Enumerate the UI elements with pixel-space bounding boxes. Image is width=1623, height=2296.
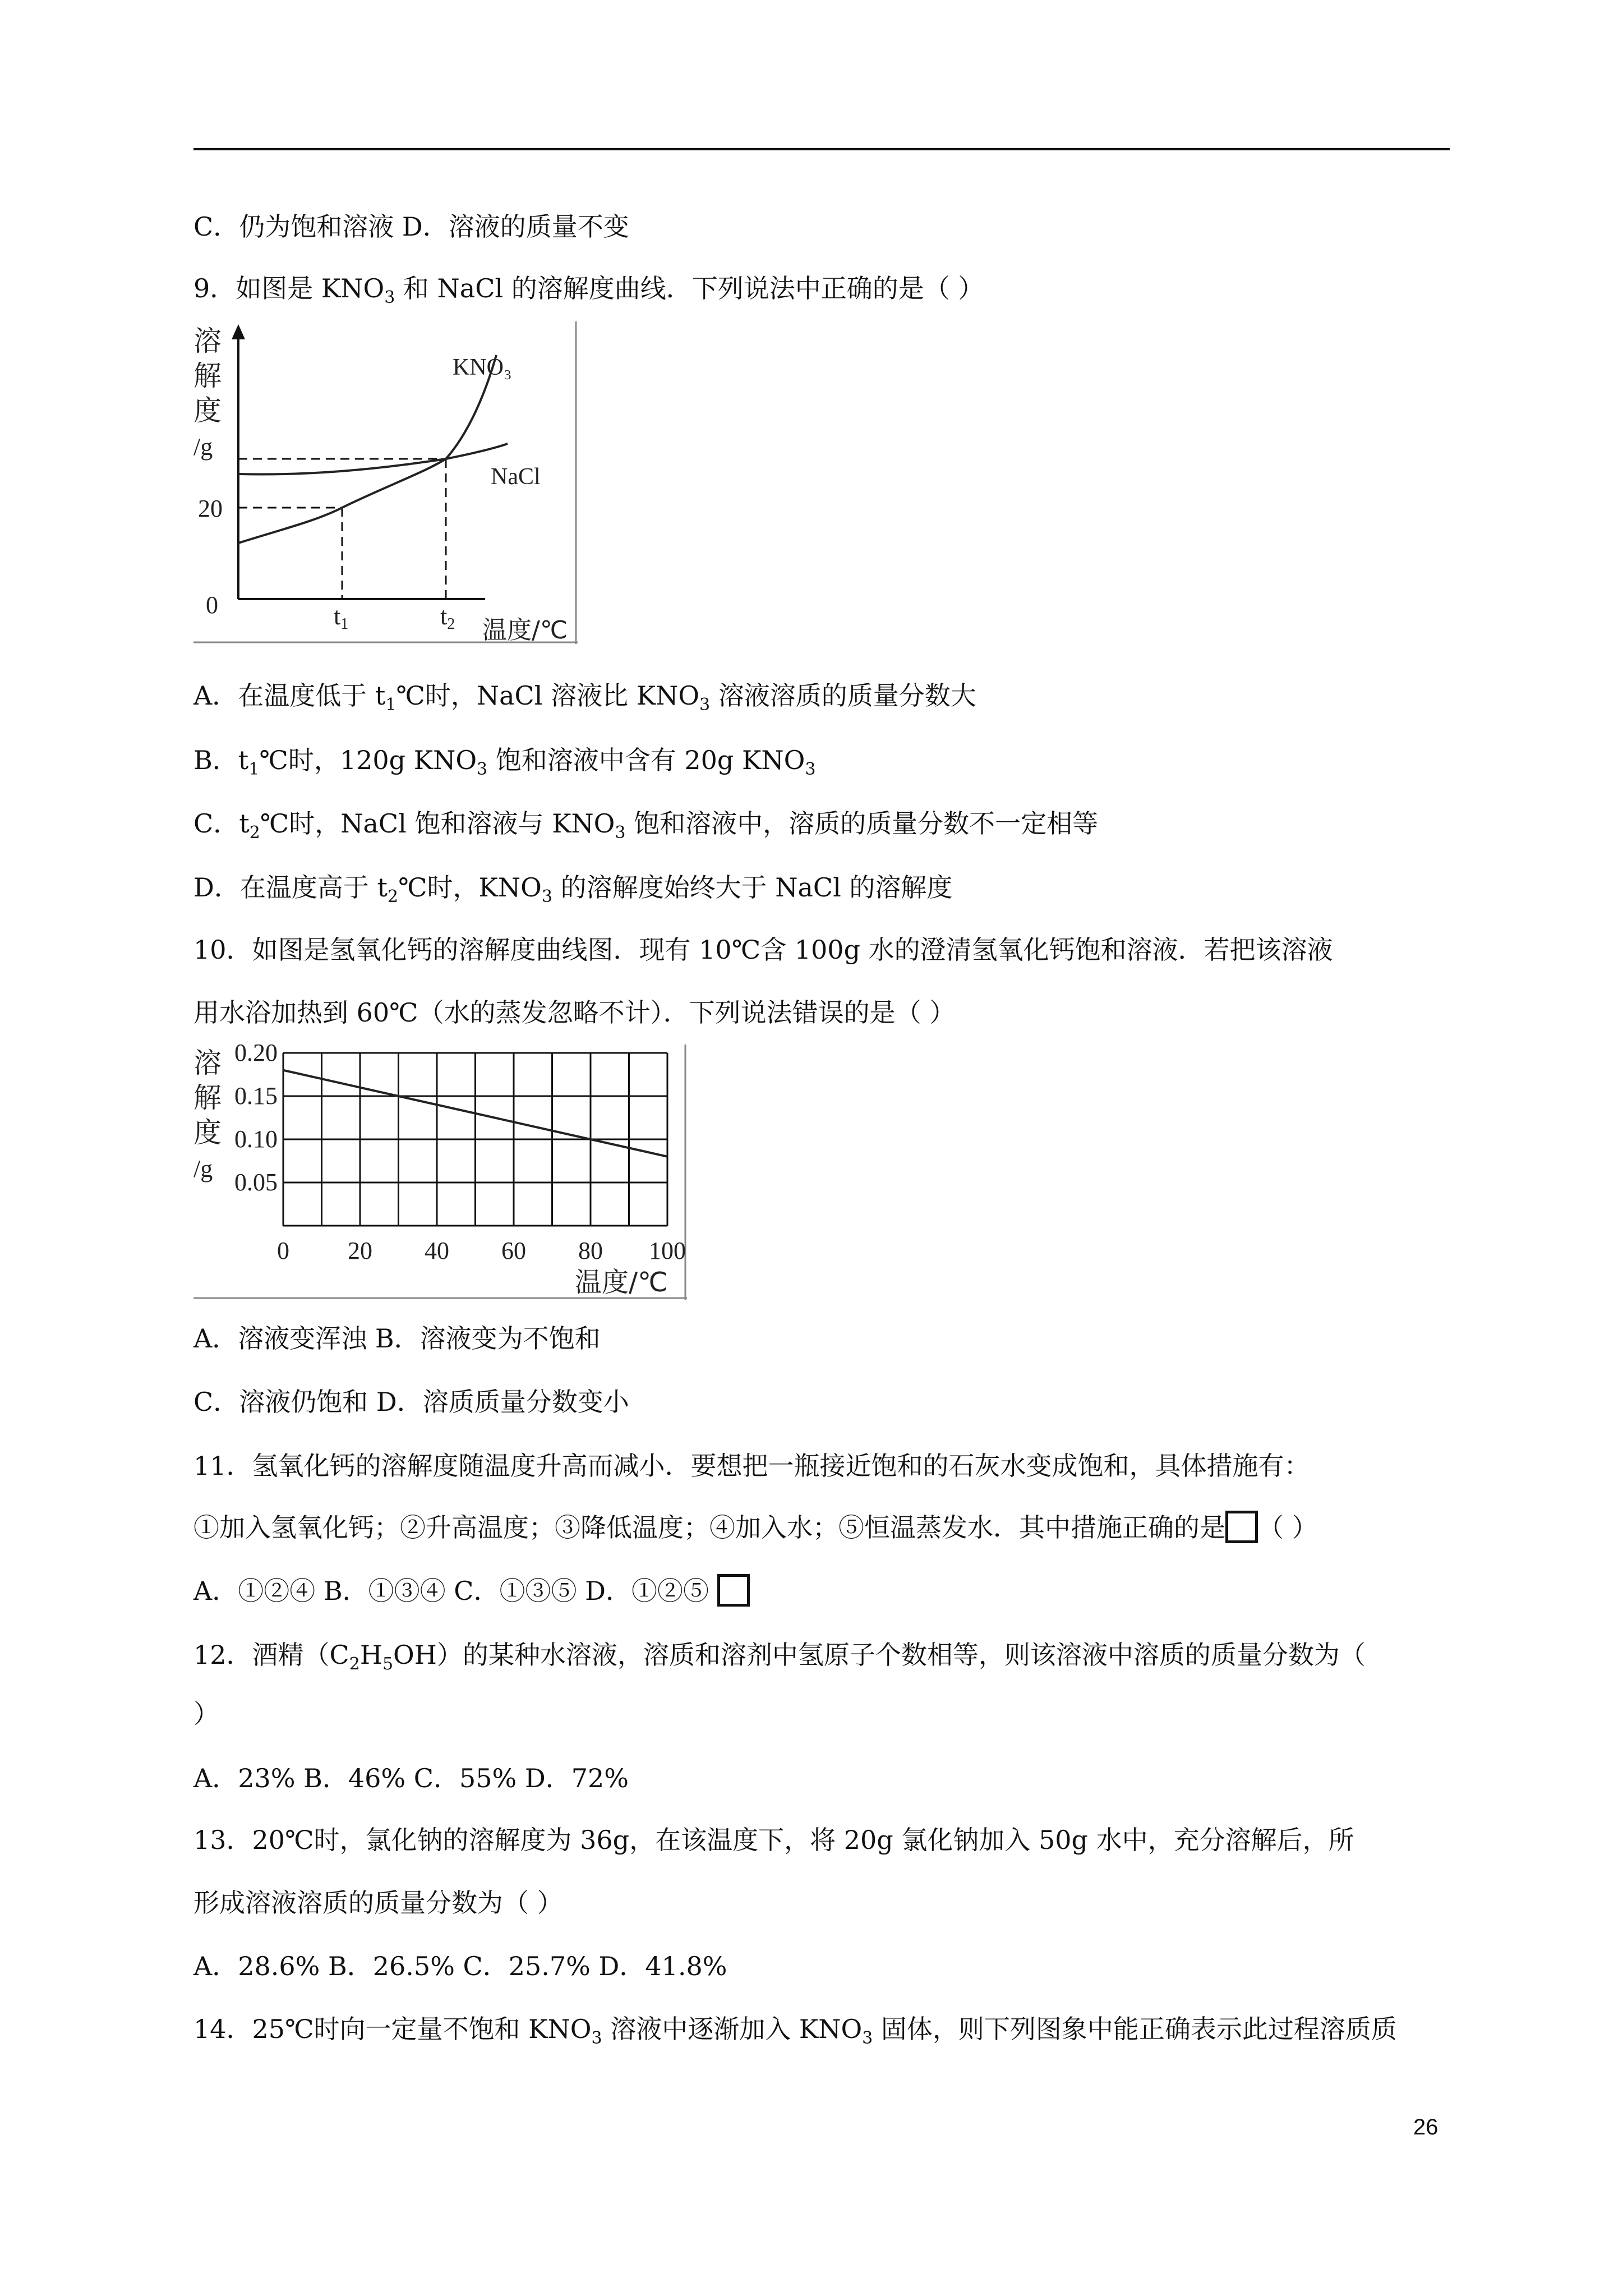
q9-solubility-figure bbox=[193, 321, 578, 644]
q9-stem: 9．如图是 $KNO_3$ 和 NaCl 的溶解度曲线．下列说法中正确的是（ ） bbox=[193, 273, 984, 307]
y-label-4: /g bbox=[193, 433, 213, 461]
answer-box bbox=[1225, 1511, 1258, 1543]
q10-stem-line2: 用水浴加热到 60℃（水的蒸发忽略不计）．下列说法错误的是（ ） bbox=[193, 997, 956, 1028]
kno3-curve bbox=[238, 355, 496, 543]
x-tick-label: 60 bbox=[501, 1237, 526, 1264]
q10-stem-line1: 10．如图是氢氧化钙的溶解度曲线图．现有 10℃含 100g 水的澄清氢氧化钙饱和溶液．若把该溶液 bbox=[193, 935, 1333, 965]
x-tick-label: 80 bbox=[578, 1237, 603, 1264]
q12-options: A．23% B．46% C．55% D．72% bbox=[193, 1763, 629, 1793]
q8-options-cd: C．仍为饱和溶液 D．溶液的质量不变 bbox=[193, 211, 629, 242]
y-label-1: 溶 bbox=[193, 325, 222, 357]
answer-box bbox=[717, 1574, 750, 1607]
page-number: 26 bbox=[1413, 2115, 1438, 2139]
y-tick-label: 0.20 bbox=[234, 1045, 278, 1066]
x-axis-label: 温度/℃ bbox=[575, 1267, 668, 1298]
q9-option-a: A．在温度低于 $t_1℃$时，NaCl 溶液比 $KNO_3$ 溶液溶质的质量分数大 bbox=[193, 680, 976, 715]
y-label-2: 解 bbox=[193, 360, 222, 392]
y-tick-label: 0.15 bbox=[234, 1082, 278, 1110]
y-label-3: 度 bbox=[193, 394, 222, 427]
q11-options: A．①②④ B．①③④ C．①③⑤ D．①②⑤ bbox=[193, 1574, 750, 1608]
q12-stem-line1: 12．酒精$(C_2H_5OH)$的某种水溶液，溶质和溶剂中氢原子个数相等，则该溶液中溶质的质量分数为（ bbox=[193, 1640, 1366, 1674]
t1-label: t1 bbox=[334, 602, 349, 633]
q9-option-c: C．$t_2℃$时，NaCl 饱和溶液与 $KNO_3$ 饱和溶液中，溶质的质量分数不一定相等 bbox=[193, 808, 1099, 843]
y-axis-arrow bbox=[232, 324, 245, 339]
origin-label: 0 bbox=[206, 591, 218, 619]
x-tick-label: 0 bbox=[277, 1237, 289, 1264]
x-tick-label: 100 bbox=[649, 1237, 686, 1264]
kno3-label: KNO₃ bbox=[453, 355, 512, 380]
q10-options-cd: C．溶液仍饱和 D．溶质质量分数变小 bbox=[193, 1387, 629, 1417]
q10-options-ab: A．溶液变浑浊 B．溶液变为不饱和 bbox=[193, 1323, 601, 1354]
q10-solubility-chart bbox=[193, 1045, 687, 1300]
header-rule bbox=[193, 148, 1450, 150]
q12-stem-line2: ） bbox=[193, 1699, 219, 1729]
q11-stem-line2: ①加入氢氧化钙；②升高温度；③降低温度；④加入水；⑤恒温蒸发水．其中措施正确的是 （ ） bbox=[193, 1511, 1318, 1544]
y-label-2: 解 bbox=[193, 1082, 222, 1114]
x-tick-label: 40 bbox=[425, 1237, 449, 1264]
x-tick-label: 20 bbox=[348, 1237, 372, 1264]
q14-stem-line1: 14．25℃时向一定量不饱和 $KNO_3$ 溶液中逐渐加入 $KNO_3$ 固体，则下列图象中能正确表示此过程溶质质 bbox=[193, 2014, 1397, 2048]
y-label-1: 溶 bbox=[193, 1047, 222, 1079]
y-label-4: /g bbox=[193, 1155, 213, 1182]
q11-stem-line1: 11．氢氧化钙的溶解度随温度升高而减小．要想把一瓶接近饱和的石灰水变成饱和，具体措施有： bbox=[193, 1451, 1310, 1481]
q9-option-d: D．在温度高于 $t_2℃$时，$KNO_3$ 的溶解度始终大于 NaCl 的溶解度 bbox=[193, 872, 953, 907]
q13-options: A．28.6% B．26.5% C．25.7% D．41.8% bbox=[193, 1951, 727, 1981]
y-tick-label: 0.10 bbox=[234, 1125, 278, 1153]
tick-20: 20 bbox=[198, 495, 223, 522]
t2-label: t2 bbox=[440, 602, 455, 633]
q9-option-b: B．$t_1℃$时，120g $KNO_3$ 饱和溶液中含有 20g $KNO_3$ bbox=[193, 745, 816, 779]
q13-stem-line1: 13．20℃时，氯化钠的溶解度为 36g，在该温度下，将 20g 氯化钠加入 50g 水中，充分溶解后，所 bbox=[193, 1825, 1354, 1855]
y-tick-label: 0.05 bbox=[234, 1168, 278, 1196]
y-label-3: 度 bbox=[193, 1116, 222, 1149]
x-label: 温度/℃ bbox=[482, 616, 568, 644]
nacl-label: NaCl bbox=[491, 464, 541, 490]
q13-stem-line2: 形成溶液溶质的质量分数为（ ） bbox=[193, 1888, 563, 1918]
